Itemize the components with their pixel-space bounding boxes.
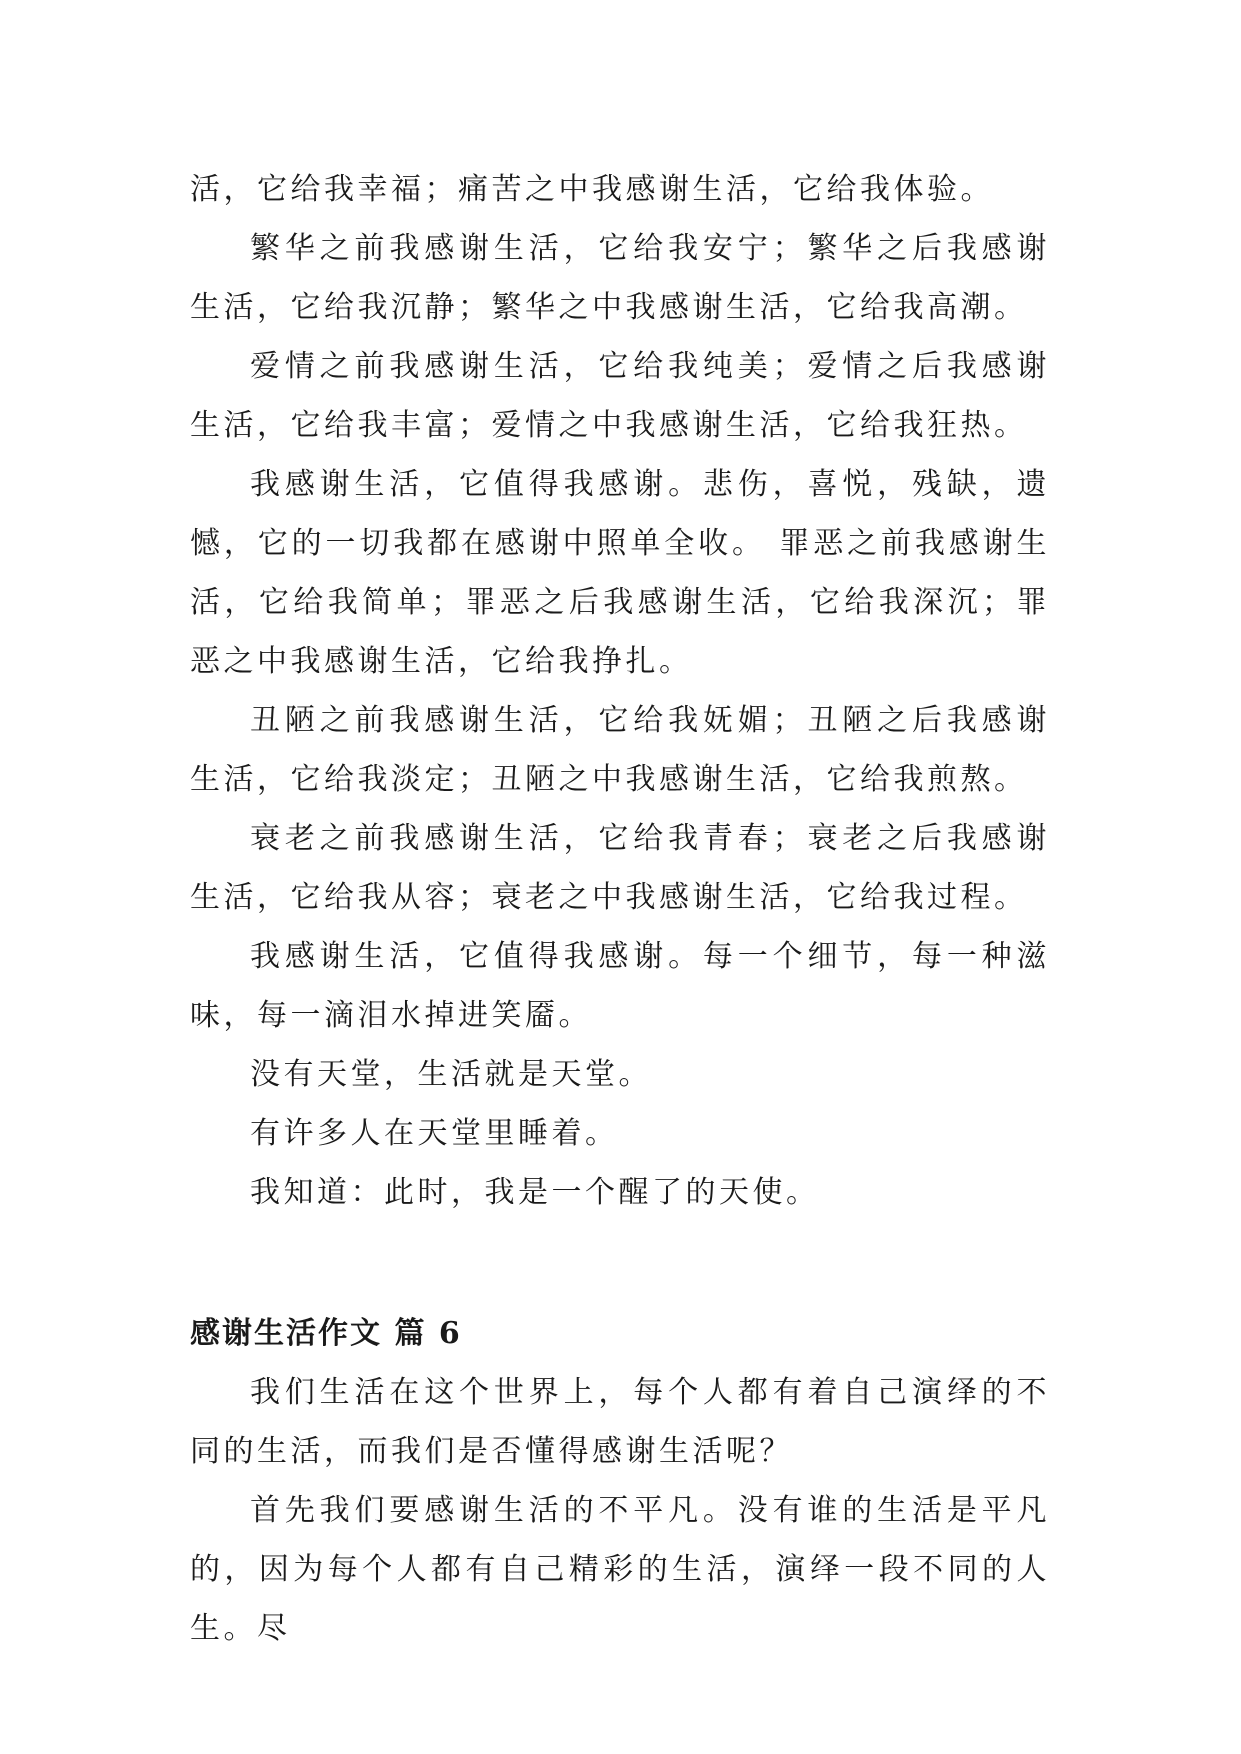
paragraph-gratitude-sin: 我感谢生活，它值得我感谢。悲伤，喜悦，残缺，遗憾，它的一切我都在感谢中照单全收。 罪恶之前我感谢生活，它给我简单；罪恶之后我感谢生活，它给我深沉；罪恶之中我感谢生活，它给我挣扎。 — [190, 467, 1050, 679]
paragraph-angel: 我知道：此时，我是一个醒了的天使。 — [250, 1175, 820, 1210]
paragraph-heaven: 没有天堂，生活就是天堂。 — [250, 1057, 652, 1092]
document-page — [190, 160, 1050, 1658]
paragraph-prosperity: 繁华之前我感谢生活，它给我安宁；繁华之后我感谢生活，它给我沉静；繁华之中我感谢生活，它给我高潮。 — [190, 231, 1050, 325]
paragraph-love: 爱情之前我感谢生活，它给我纯美；爱情之后我感谢生活，它给我丰富；爱情之中我感谢生活，它给我狂热。 — [190, 349, 1050, 443]
section-gap — [190, 1222, 1050, 1304]
paragraph-extraordinary: 首先我们要感谢生活的不平凡。没有谁的生活是平凡的，因为每个人都有自己精彩的生活，演绎一段不同的人生。尽 — [190, 1493, 1050, 1646]
paragraph-ugliness: 丑陋之前我感谢生活，它给我妩媚；丑陋之后我感谢生活，它给我淡定；丑陋之中我感谢生活，它给我煎熬。 — [190, 703, 1050, 797]
paragraph-intro: 我们生活在这个世界上，每个人都有着自己演绎的不同的生活，而我们是否懂得感谢生活呢？ — [190, 1375, 1050, 1469]
paragraph-continued: 活，它给我幸福；痛苦之中我感谢生活，它给我体验。 — [190, 172, 994, 207]
section-heading: 感谢生活作文 篇 6 — [190, 1316, 462, 1351]
paragraph-details: 我感谢生活，它值得我感谢。每一个细节，每一种滋味，每一滴泪水掉进笑靥。 — [190, 939, 1050, 1033]
paragraph-sleeping: 有许多人在天堂里睡着。 — [250, 1116, 619, 1151]
paragraph-aging: 衰老之前我感谢生活，它给我青春；衰老之后我感谢生活，它给我从容；衰老之中我感谢生活，它给我过程。 — [190, 821, 1050, 915]
